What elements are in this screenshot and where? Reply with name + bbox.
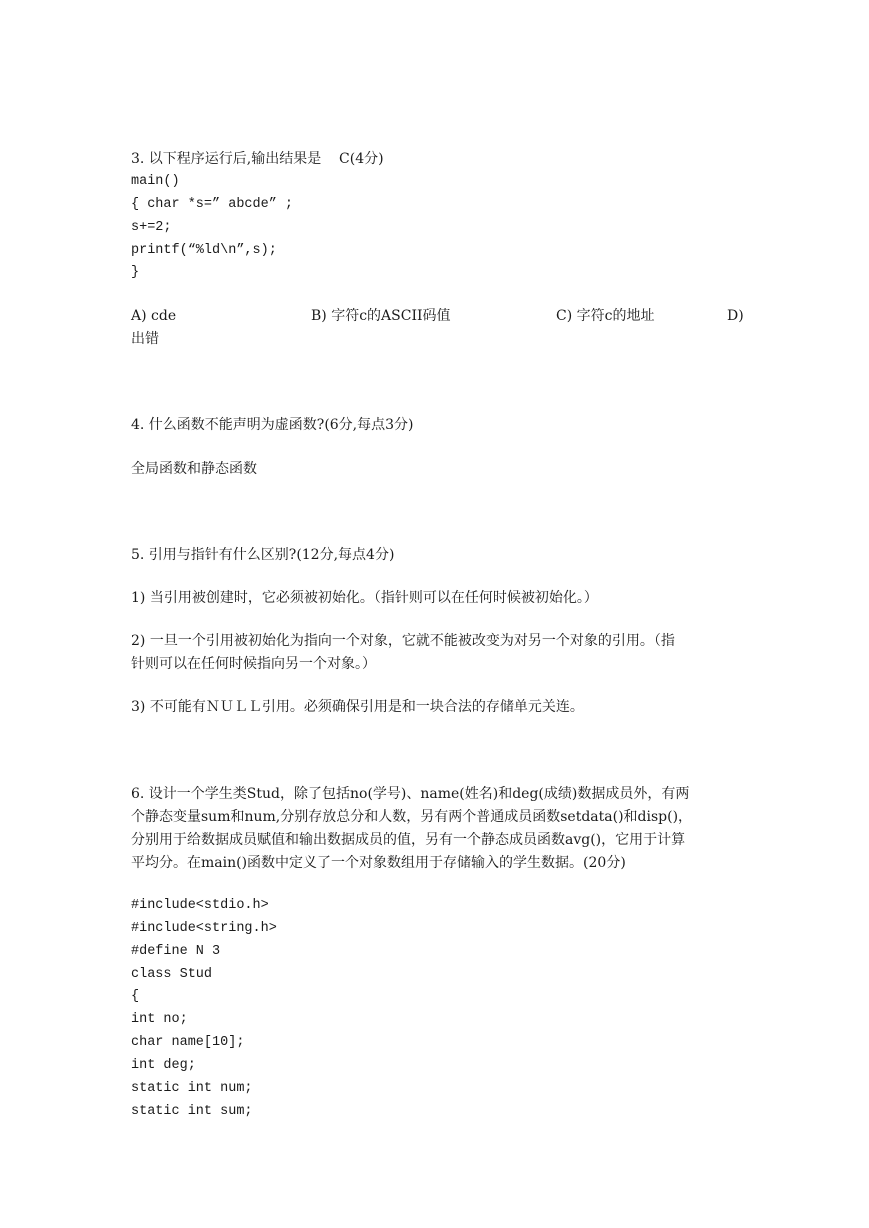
q3-option-b: B) 字符c的ASCII码值 [311, 308, 451, 324]
q3-code-line: main() [131, 174, 180, 189]
q4-title: 4. 什么函数不能声明为虚函数?(6分,每点3分) [131, 417, 414, 433]
q6-code-line: char name[10]; [131, 1035, 245, 1050]
q6-title-line: 6. 设计一个学生类Stud，除了包括no(学号)、name(姓名)和deg(成绩)数据成员外，有两 [131, 786, 690, 802]
q3-code-line: printf(“%ld\n”,s); [131, 243, 277, 258]
q6-code-line: #include<string.h> [131, 921, 277, 936]
q3-code-line: { char *s=” abcde” ; [131, 197, 294, 212]
q4-answer: 全局函数和静态函数 [131, 461, 257, 477]
q5-point: 1) 当引用被创建时，它必须被初始化。（指针则可以在任何时候被初始化。） [131, 590, 598, 606]
q6-code-line: #include<stdio.h> [131, 898, 269, 913]
q3-option-c: C) 字符c的地址 [556, 308, 655, 324]
q6-code-line: class Stud [131, 967, 213, 982]
q6-title-line: 分别用于给数据成员赋值和输出数据成员的值，另有一个静态成员函数avg()，它用于计算 [131, 832, 686, 848]
q3-code-line: s+=2; [131, 220, 172, 235]
q3-option-d: D) [727, 308, 744, 324]
q6-code-line: int no; [131, 1012, 188, 1027]
q5-point: 2) 一旦一个引用被初始化为指向一个对象，它就不能被改变为对另一个对象的引用。（指 [131, 633, 675, 649]
q6-code-line: #define N 3 [131, 944, 221, 959]
q5-title: 5. 引用与指针有什么区别?(12分,每点4分) [131, 547, 395, 563]
q6-title-line: 平均分。在main()函数中定义了一个对象数组用于存储输入的学生数据。(20分) [131, 855, 626, 871]
q6-code-line: { [131, 989, 140, 1004]
q6-code-line: static int sum; [131, 1104, 253, 1119]
q5-point: 3) 不可能有ＮＵＬＬ引用。必须确保引用是和一块合法的存储单元关连。 [131, 699, 584, 715]
q6-code-line: static int num; [131, 1081, 253, 1096]
q3-title: 3. 以下程序运行后,输出结果是 C(4分) [131, 151, 384, 167]
q5-point-cont: 针则可以在任何时候指向另一个对象。） [131, 656, 376, 672]
q3-code-line: } [131, 265, 140, 280]
q6-title-line: 个静态变量sum和num,分别存放总分和人数，另有两个普通成员函数setdata()和disp()， [131, 809, 693, 825]
q3-option-a: A) cde [131, 308, 177, 324]
q3-option-d-text: 出错 [131, 331, 159, 347]
q6-code-line: int deg; [131, 1058, 196, 1073]
